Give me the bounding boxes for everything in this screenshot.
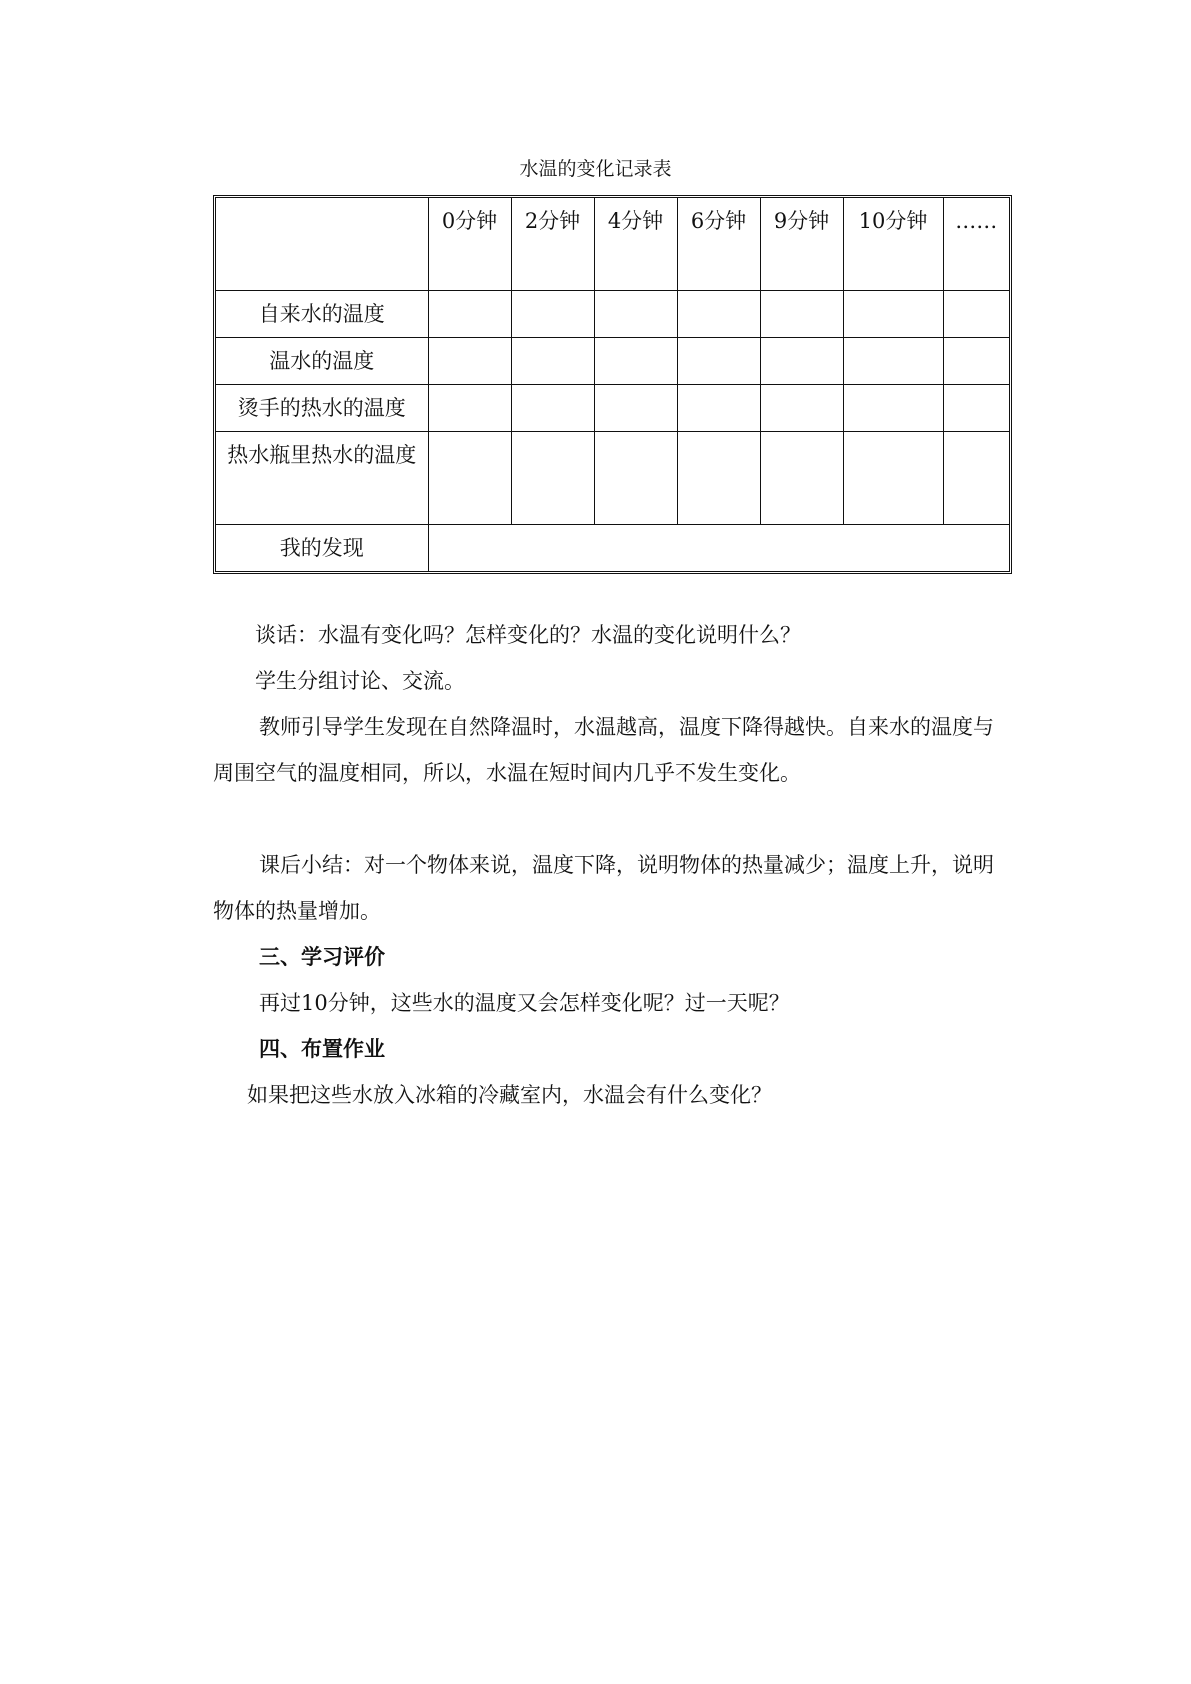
table-cell xyxy=(428,291,511,338)
blank-line xyxy=(213,796,1013,842)
header-cell-10min: 10分钟 xyxy=(843,198,943,291)
section-heading-homework: 四、布置作业 xyxy=(259,1036,385,1061)
table-cell xyxy=(677,385,760,432)
table-cell xyxy=(677,291,760,338)
row-label: 热水瓶里热水的温度 xyxy=(216,432,428,525)
table-cell xyxy=(943,432,1009,525)
row-label: 温水的温度 xyxy=(216,338,428,385)
header-cell-empty xyxy=(216,198,428,291)
record-table xyxy=(216,198,1009,571)
finding-row xyxy=(216,525,1009,572)
summary-paragraph: 课后小结：对一个物体来说，温度下降，说明物体的热量减少；温度上升，说明物体的热量增加。 xyxy=(213,853,994,923)
table-cell xyxy=(760,338,843,385)
header-cell-6min: 6分钟 xyxy=(677,198,760,291)
table-row xyxy=(216,432,1009,525)
evaluation-paragraph: 再过10分钟，这些水的温度又会怎样变化呢？过一天呢？ xyxy=(259,991,790,1015)
teacher-paragraph: 教师引导学生发现在自然降温时，水温越高，温度下降得越快。自来水的温度与周围空气的温度相同，所以，水温在短时间内几乎不发生变化。 xyxy=(213,715,994,785)
finding-cell xyxy=(428,525,1009,572)
talk-paragraph: 谈话：水温有变化吗？怎样变化的？水温的变化说明什么？ xyxy=(255,623,801,647)
table-row xyxy=(216,291,1009,338)
table-cell xyxy=(677,338,760,385)
table-cell xyxy=(428,385,511,432)
table-cell xyxy=(677,432,760,525)
table-cell xyxy=(594,432,677,525)
finding-label: 我的发现 xyxy=(216,525,428,572)
homework-paragraph: 如果把这些水放入冰箱的冷藏室内，水温会有什么变化？ xyxy=(247,1083,772,1107)
header-cell-ellipsis: …… xyxy=(943,198,1009,291)
header-cell-0min: 0分钟 xyxy=(428,198,511,291)
table-cell xyxy=(843,338,943,385)
row-label: 自来水的温度 xyxy=(216,291,428,338)
table-row xyxy=(216,338,1009,385)
table-cell xyxy=(428,338,511,385)
table-cell xyxy=(843,432,943,525)
table-cell xyxy=(943,385,1009,432)
table-cell xyxy=(943,338,1009,385)
group-paragraph: 学生分组讨论、交流。 xyxy=(255,669,465,693)
table-cell xyxy=(943,291,1009,338)
header-cell-9min: 9分钟 xyxy=(760,198,843,291)
section-heading-evaluation: 三、学习评价 xyxy=(259,944,385,969)
lesson-text xyxy=(213,612,1013,1118)
table-cell xyxy=(511,291,594,338)
table-cell xyxy=(843,291,943,338)
table-row xyxy=(216,385,1009,432)
header-cell-2min: 2分钟 xyxy=(511,198,594,291)
table-cell xyxy=(511,385,594,432)
header-cell-4min: 4分钟 xyxy=(594,198,677,291)
table-cell xyxy=(594,338,677,385)
table-cell xyxy=(511,338,594,385)
table-cell xyxy=(843,385,943,432)
table-cell xyxy=(760,432,843,525)
table-cell xyxy=(594,385,677,432)
water-temperature-table xyxy=(213,195,1012,574)
table-cell xyxy=(594,291,677,338)
table-cell xyxy=(760,291,843,338)
table-cell xyxy=(428,432,511,525)
table-header-row xyxy=(216,198,1009,291)
row-label: 烫手的热水的温度 xyxy=(216,385,428,432)
table-caption: 水温的变化记录表 xyxy=(519,158,672,180)
table-cell xyxy=(511,432,594,525)
table-cell xyxy=(760,385,843,432)
